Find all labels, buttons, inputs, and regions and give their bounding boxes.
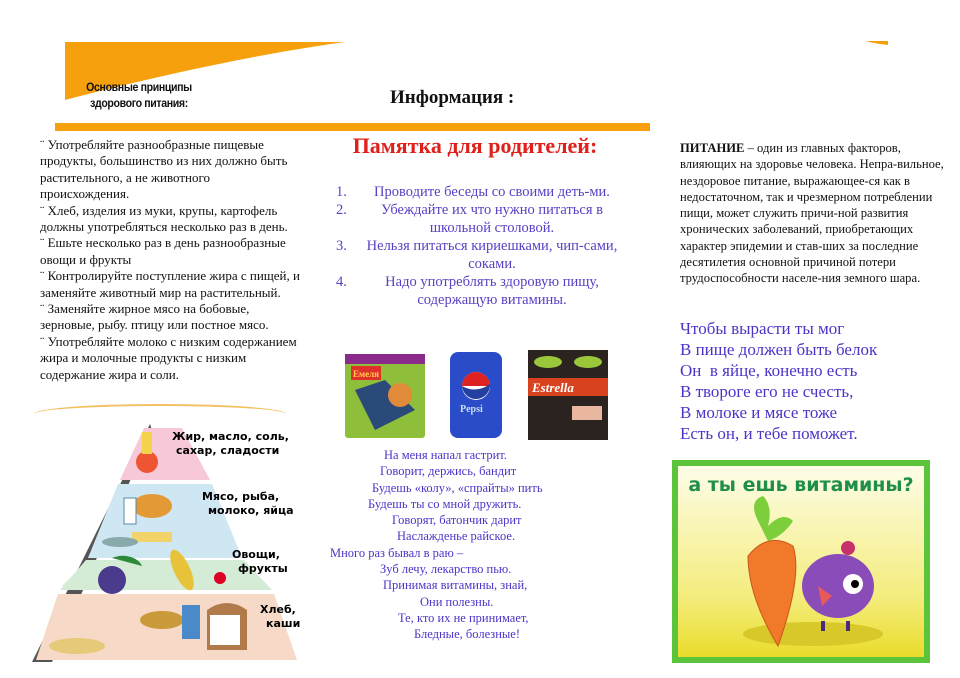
principles-heading xyxy=(70,80,208,112)
pyramid-label-grain-2: каши xyxy=(266,617,301,630)
poem-line: Бледные, болезные! xyxy=(414,627,520,642)
orange-divider xyxy=(55,123,650,131)
memo-item: 2. Убеждайте их что нужно питаться в школьной столовой. xyxy=(336,202,603,236)
principles-list xyxy=(40,137,300,383)
poem-line: Говорят, батончик дарит xyxy=(392,513,522,528)
pyramid-label-grain-1: Хлеб, xyxy=(260,603,296,616)
svg-text:Estrella: Estrella xyxy=(532,380,574,395)
page-title: Информация : xyxy=(390,87,515,108)
svg-text:Емеля: Емеля xyxy=(353,369,380,379)
nutrition-text: – один из главных факторов, влияющих на здоровье человека. Непра-вильное, нездоровое питание, выражающее-ся как в недостаточном, так и чрезмерном потреблении пищи, может служить причи-ной развития хронических заболеваний, приобретающих характер эпидемии и став-ших за последние десятилетия основной причиной потери трудоспособности населе-ния земного шара. xyxy=(680,141,944,286)
poem-line: Будешь ты со мной дружить. xyxy=(368,496,522,511)
poem-line: Много раз бывал в раю – xyxy=(330,545,464,560)
gastritis-poem xyxy=(320,447,600,643)
crouton-pack-image xyxy=(345,350,427,440)
poem-line: Чтобы вырасти ты мог xyxy=(680,319,845,338)
pyramid-label-protein-2: молоко, яйца xyxy=(208,504,294,517)
nutrition-paragraph xyxy=(680,140,945,287)
poem-line: Те, кто их не принимает, xyxy=(398,610,529,625)
orange-swoosh-decoration xyxy=(0,0,960,140)
principles-heading-line1: Основные принципы xyxy=(86,82,192,94)
poem-line: Говорит, держись, бандит xyxy=(380,464,517,479)
vitamins-card-image xyxy=(672,460,930,663)
poem-line: В молоке и мясе тоже xyxy=(680,403,838,422)
principle-item: ¨ Заменяйте жирное мясо на бобовые, зерновые, рыбу. птицу или постное мясо. xyxy=(40,301,269,333)
pyramid-label-protein-1: Мясо, рыба, xyxy=(202,490,280,503)
poem-line: На меня напал гастрит. xyxy=(384,448,507,462)
parents-memo-title: Памятка для родителей: xyxy=(352,133,598,158)
pyramid-label-veg-2: фрукты xyxy=(238,562,288,575)
poem-line: Наслажденье райское. xyxy=(397,529,516,544)
memo-item: 4. Надо употреблять здоровую пищу, содержащую витамины. xyxy=(336,274,599,308)
memo-item: 3. Нельзя питаться кириешками, чип-сами, соками. xyxy=(336,238,618,272)
owl-with-carrot-illustration xyxy=(678,466,924,657)
food-pyramid-image xyxy=(32,410,302,662)
parents-memo-list xyxy=(330,183,620,309)
svg-text:Pepsi: Pepsi xyxy=(460,404,483,415)
pyramid-label-fats-1: Жир, масло, соль, xyxy=(172,430,289,443)
poem-line: В пище должен быть белок xyxy=(680,340,878,359)
memo-item: 1. Проводите беседы со своими деть-ми. xyxy=(336,184,610,200)
pyramid-label-fats-2: сахар, сладости xyxy=(176,444,280,457)
principle-item: ¨ Контролируйте поступление жира с пищей, и заменяйте животный мир на растительный. xyxy=(40,268,300,300)
principle-item: ¨ Ешьте несколько раз в день разнообразные овощи и фрукты xyxy=(40,235,286,267)
poem-line: Зуб лечу, лекарство пью. xyxy=(380,562,512,577)
pyramid-label-veg-1: Овощи, xyxy=(232,548,280,561)
poem-line: Принимая витамины, знай, xyxy=(383,578,528,593)
nutrition-lead-word: ПИТАНИЕ xyxy=(680,141,745,155)
poem-line: Есть он, и тебе поможет. xyxy=(680,424,858,443)
principles-heading-line2: здорового питания: xyxy=(90,98,188,110)
pepsi-can-image xyxy=(448,350,504,440)
principle-item: ¨ Хлеб, изделия из муки, крупы, картофель должны употребляться несколько раз в день. xyxy=(40,202,288,235)
poem-line: В твороге его не счесть, xyxy=(680,382,854,401)
protein-poem xyxy=(680,318,950,444)
poem-line: Будешь «колу», «спрайты» пить xyxy=(372,480,543,495)
poem-line: Он в яйце, конечно есть xyxy=(680,361,858,380)
principle-item: ¨ Употребляйте разнообразные пищевые продукты, большинство из них должно быть растительного, а не животного происхождения. xyxy=(40,137,288,202)
principle-item: ¨ Употребляйте молоко с низким содержанием жира и молочные продукты с низким содержание жира и соли. xyxy=(40,333,297,382)
estrella-chips-image xyxy=(528,350,608,440)
vitamins-card-text: а ты ешь витамины? xyxy=(688,474,914,496)
poem-line: Они полезны. xyxy=(420,594,494,609)
